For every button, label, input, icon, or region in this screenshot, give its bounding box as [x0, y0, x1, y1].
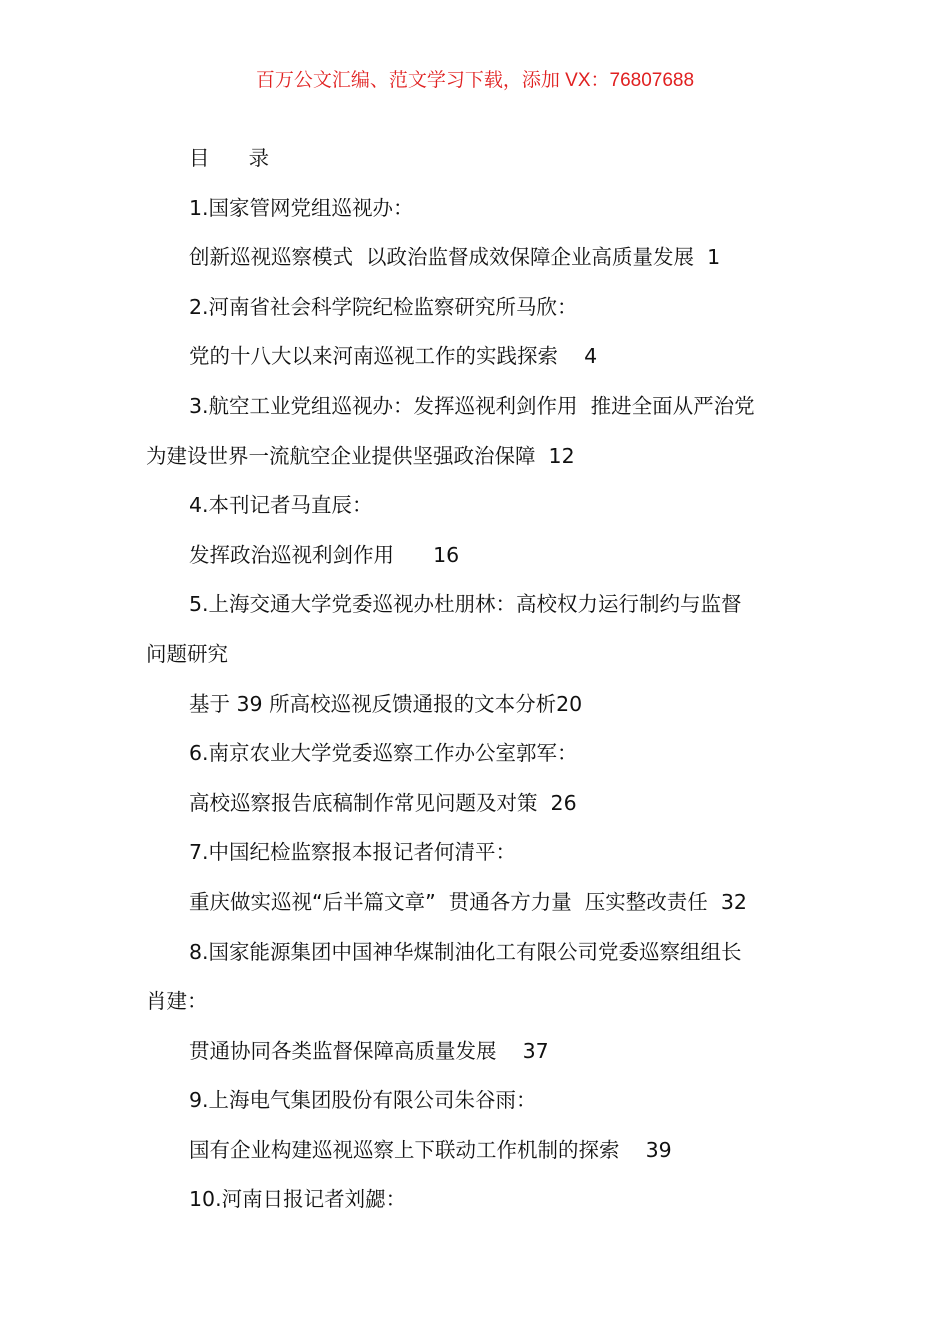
toc-line: 8.国家能源集团中国神华煤制油化工有限公司党委巡察组组长: [189, 939, 742, 964]
toc-line: 9.上海电气集团股份有限公司朱谷雨：: [189, 1088, 537, 1113]
toc-line: 党的十八大以来河南巡视工作的实践探索 4: [189, 344, 598, 369]
toc-line: 2.河南省社会科学院纪检监察研究所马欣：: [189, 294, 578, 319]
toc-line: 发挥政治巡视利剑作用 16: [189, 542, 460, 567]
toc-line: 高校巡察报告底稿制作常见问题及对策 26: [189, 790, 577, 815]
toc-line: 基于 39 所高校巡视反馈通报的文本分析20: [189, 691, 583, 716]
header-watermark-text: 百万公文汇编、范文学习下载，添加 VX：76807688: [255, 70, 695, 91]
toc-line: 3.航空工业党组巡视办：发挥巡视利剑作用 推进全面从严治党: [189, 393, 755, 418]
toc-line: 为建设世界一流航空企业提供坚强政治保障 12: [146, 443, 575, 468]
toc-line: 问题研究: [146, 641, 228, 666]
toc-line: 5.上海交通大学党委巡视办杜朋林：高校权力运行制约与监督: [189, 592, 742, 617]
toc-line: 贯通协同各类监督保障高质量发展 37: [189, 1038, 549, 1063]
toc-line: 1.国家管网党组巡视办：: [189, 195, 414, 220]
toc-line: 10.河南日报记者刘勰：: [189, 1187, 407, 1212]
toc-line: 创新巡视巡察模式 以政治监督成效保障企业高质量发展 1: [189, 245, 721, 270]
toc-line: 4.本刊记者马直辰：: [189, 493, 373, 518]
toc-line: 7.中国纪检监察报本报记者何清平：: [189, 840, 517, 865]
table-of-contents: [146, 134, 808, 1225]
toc-line: 国有企业构建巡视巡察上下联动工作机制的探索 39: [189, 1137, 672, 1162]
toc-line: 6.南京农业大学党委巡察工作办公室郭军：: [189, 741, 578, 766]
toc-line: 重庆做实巡视“后半篇文章” 贯通各方力量 压实整改责任 32: [189, 889, 747, 914]
toc-line: 肖建：: [146, 989, 208, 1014]
toc-title: 目 录: [189, 146, 270, 170]
